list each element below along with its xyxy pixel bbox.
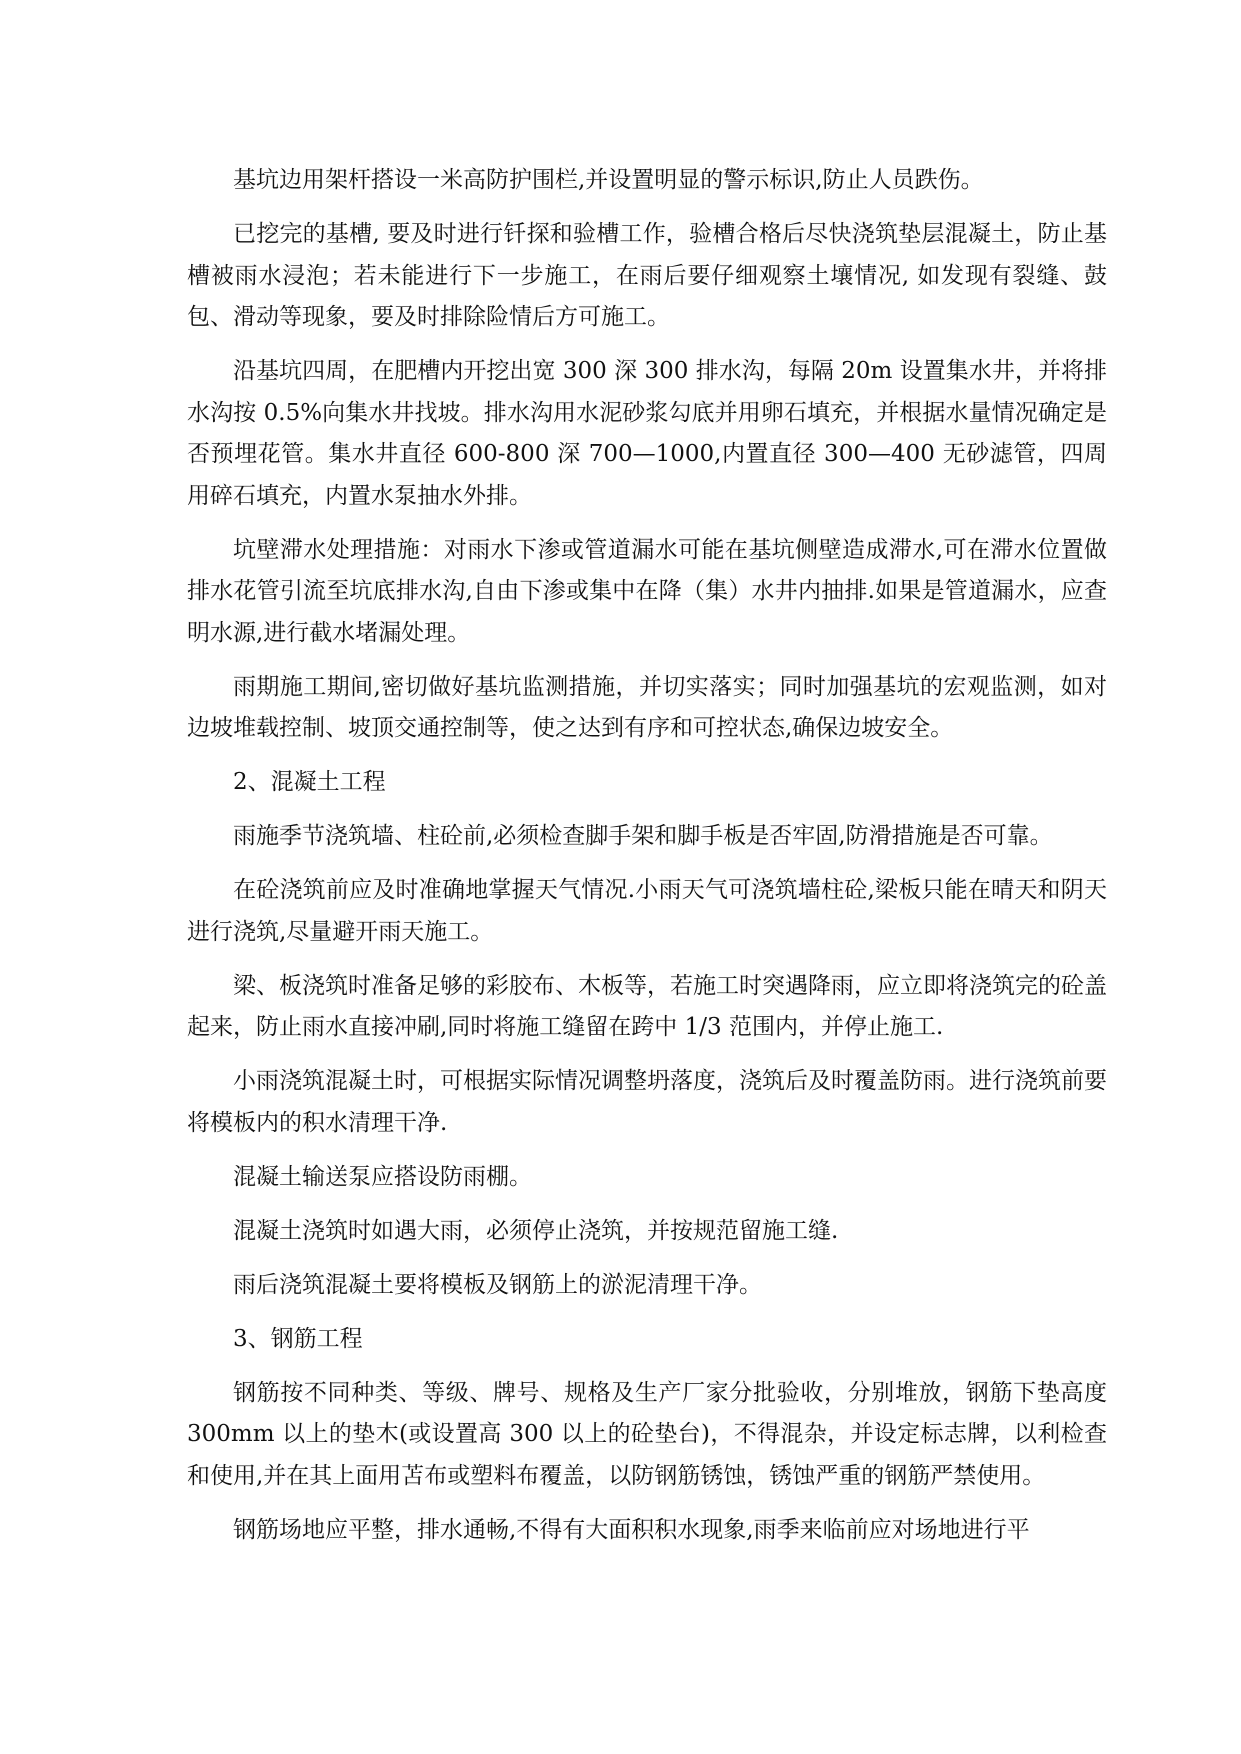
paragraph-guardrail: 基坑边用架杆搭设一米高防护围栏,并设置明显的警示标识,防止人员跌伤。 [233,167,984,193]
paragraph-pit-monitoring: 雨期施工期间,密切做好基坑监测措施，并切实落实；同时加强基坑的宏观监测，如对边坡堆载控制、坡顶交通控制等，使之达到有序和可控状态,确保边坡安全。 [187,673,1107,741]
paragraph-beam-slab-cover: 梁、板浇筑时准备足够的彩胶布、木板等，若施工时突遇降雨，应立即将浇筑完的砼盖起来，防止雨水直接冲刷,同时将施工缝留在跨中 1/3 范围内，并停止施工. [187,972,1107,1040]
paragraph-pump-shelter: 混凝土输送泵应搭设防雨棚。 [233,1163,532,1190]
paragraph-rebar-storage: 钢筋按不同种类、等级、牌号、规格及生产厂家分批验收，分别堆放，钢筋下垫高度 300mm 以上的垫木(或设置高 300 以上的砼垫台)，不得混杂，并设定标志牌，以利检查和使用,并在其上面用苫布或塑料布覆盖，以防钢筋锈蚀，锈蚀严重的钢筋严禁使用。 [187,1379,1107,1489]
paragraph-heavy-rain-stop: 混凝土浇筑时如遇大雨，必须停止浇筑，并按规范留施工缝. [233,1217,839,1244]
paragraph-wall-seepage: 坑壁滞水处理措施：对雨水下渗或管道漏水可能在基坑侧壁造成滞水,可在滞水位置做排水花管引流至坑底排水沟,自由下渗或集中在降（集）水井内抽排.如果是管道漏水，应查明水源,进行截水堵漏处理。 [187,536,1107,646]
paragraph-trench-inspection: 已挖完的基槽, 要及时进行钎探和验槽工作，验槽合格后尽快浇筑垫层混凝土，防止基槽被雨水浸泡；若未能进行下一步施工，在雨后要仔细观察土壤情况, 如发现有裂缝、鼓包、滑动等现象，要及时排除险情后方可施工。 [187,221,1107,330]
paragraph-drainage-ditch: 沿基坑四周，在肥槽内开挖出宽 300 深 300 排水沟，每隔 20m 设置集水井，并将排水沟按 0.5%向集水井找坡。排水沟用水泥砂浆勾底并用卵石填充，并根据水量情况确定是否预埋花管。集水井直径 600-800 深 700—1000,内置直径 300—400 无砂滤管，四周用碎石填充，内置水泵抽水外排。 [187,358,1107,509]
paragraph-scaffold-check: 雨施季节浇筑墙、柱砼前,必须检查脚手架和脚手板是否牢固,防滑措施是否可靠。 [233,823,1053,849]
paragraph-light-rain-pour: 小雨浇筑混凝土时，可根据实际情况调整坍落度，浇筑后及时覆盖防雨。进行浇筑前要将模板内的积水清理干净. [187,1068,1107,1136]
section-heading-rebar: 3、钢筋工程 [233,1325,363,1352]
paragraph-after-rain-clean: 雨后浇筑混凝土要将模板及钢筋上的淤泥清理干净。 [233,1271,762,1298]
document-body [187,160,1107,1564]
section-heading-concrete: 2、混凝土工程 [233,769,386,795]
paragraph-rebar-site: 钢筋场地应平整，排水通畅,不得有大面积积水现象,雨季来临前应对场地进行平 [233,1516,1030,1543]
paragraph-weather-check: 在砼浇筑前应及时准确地掌握天气情况.小雨天气可浇筑墙柱砼,梁板只能在晴天和阴天进行浇筑,尽量避开雨天施工。 [187,877,1107,945]
